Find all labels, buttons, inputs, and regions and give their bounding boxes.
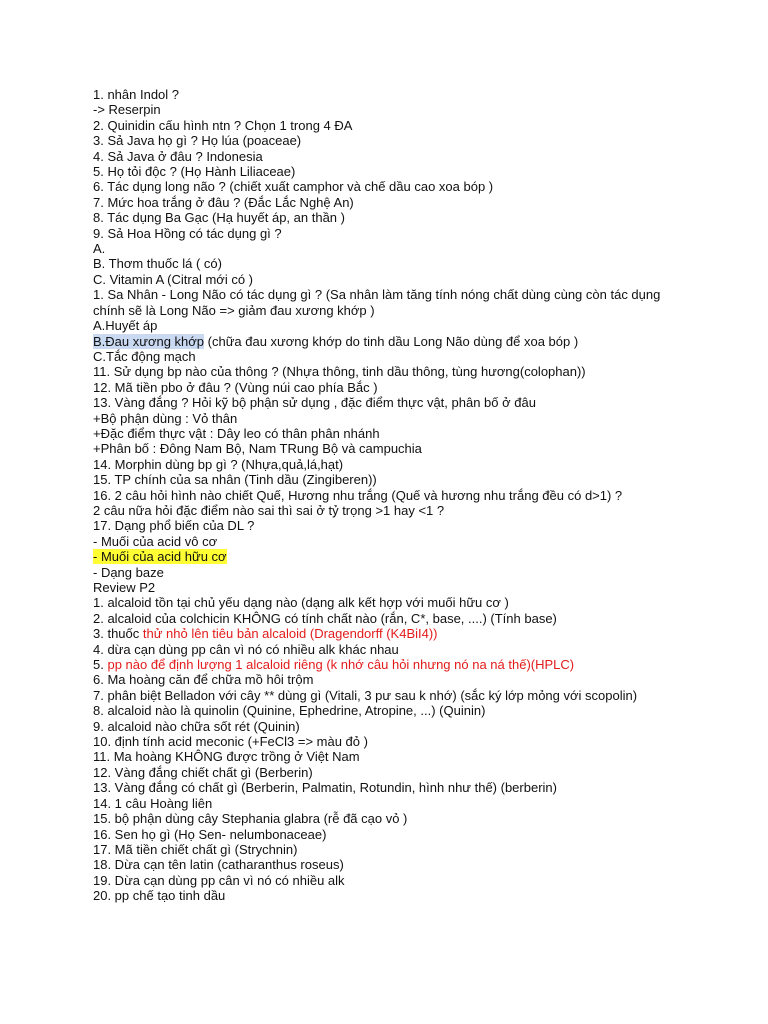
text-line: +Bộ phận dùng : Vỏ thân [93,410,238,426]
text-line: 8. Tác dụng Ba Gạc (Hạ huyết áp, an thần ) [93,210,345,226]
highlighted-text: - Muối của acid hữu cơ [93,549,227,565]
document-body [93,87,693,904]
highlighted-text: B.Đau xương khớp [93,333,205,349]
text-line: +Đặc điểm thực vật : Dây leo có thân phân nhánh [93,425,380,441]
text-line: 17. Mã tiền chiết chất gì (Strychnin) [93,841,298,857]
text-line: 14. Morphin dùng bp gì ? (Nhựa,quả,lá,hạt) [93,456,344,472]
text-line: 1. alcaloid tồn tại chủ yếu dạng nào (dạng alk kết hợp với muối hữu cơ ) [93,595,509,611]
text-line: B. Thơm thuốc lá ( có) [93,256,222,272]
text-line [93,657,693,672]
text-line: A. [93,241,106,257]
text-line: 2. Quinidin cấu hình ntn ? Chọn 1 trong 4 ĐA [93,117,353,133]
text-line: 2. alcaloid của colchicin KHÔNG có tính chất nào (rắn, C*, base, ....) (Tính base) [93,610,557,626]
text-line: -> Reserpin [93,102,161,118]
text-line: 10. định tính acid meconic (+FeCl3 => màu đỏ ) [93,734,368,750]
line-prefix: 5. [93,657,108,673]
text-line: 2 câu nữa hỏi đặc điểm nào sai thì sai ở tỷ trọng >1 hay <1 ? [93,502,445,518]
text-line: 7. phân biệt Belladon với cây ** dùng gì (Vitali, 3 pư sau k nhớ) (sắc ký lớp mỏng với scopolin) [93,687,638,703]
text-line: 15. TP chính của sa nhân (Tinh dầu (Zingiberen)) [93,472,377,488]
text-line: C. Vitamin A (Citral mới có ) [93,271,253,287]
text-line: 3. Sả Java họ gì ? Họ lúa (poaceae) [93,133,302,149]
text-line: 14. 1 câu Hoàng liên [93,795,213,811]
text-line: 13. Vàng đắng có chất gì (Berberin, Palmatin, Rotundin, hình như thế) (berberin) [93,780,557,796]
text-line: 17. Dạng phổ biến của DL ? [93,518,255,534]
text-line: 6. Tác dụng long não ? (chiết xuất camphor và chế dầu cao xoa bóp ) [93,179,494,195]
red-text: pp nào để định lượng 1 alcaloid riêng (k nhớ câu hỏi nhưng nó na ná thế)(HPLC) [107,657,575,673]
text-line: Review P2 [93,580,156,595]
line-text: (chữa đau xương khớp do tinh dầu Long Não dùng để xoa bóp ) [204,333,579,349]
text-line: 8. alcaloid nào là quinolin (Quinine, Ephedrine, Atropine, ...) (Quinin) [93,703,486,719]
text-line: 12. Mã tiền pbo ở đâu ? (Vùng núi cao phía Bắc ) [93,379,378,395]
text-line: 15. bộ phận dùng cây Stephania glabra (rễ đã cạo vỏ ) [93,811,408,827]
text-line: 4. Sả Java ở đâu ? Indonesia [93,148,263,164]
text-line: 13. Vàng đắng ? Hỏi kỹ bộ phận sử dụng , đặc điểm thực vật, phân bố ở đâu [93,395,536,411]
text-line [93,334,693,349]
text-line: 5. Họ tỏi độc ? (Họ Hành Liliaceae) [93,164,296,180]
text-line: 11. Sử dụng bp nào của thông ? (Nhựa thông, tinh dầu thông, tùng hương(colophan)) [93,364,586,380]
text-line: 6. Ma hoàng căn để chữa mồ hôi trộm [93,672,314,688]
text-line: 12. Vàng đắng chiết chất gì (Berberin) [93,764,313,780]
line-prefix: 3. thuốc [93,626,143,642]
text-line: 11. Ma hoàng KHÔNG được trồng ở Việt Nam [93,749,360,765]
text-line: C.Tắc động mạch [93,348,196,364]
text-line: A.Huyết áp [93,318,158,334]
text-line: - Dạng baze [93,564,164,580]
text-line: 19. Dừa cạn dùng pp cân vì nó có nhiều alk [93,872,345,888]
red-text: thử nhỏ lên tiêu bản alcaloid (Dragendorff (K4BiI4)) [142,626,438,642]
text-line: 16. Sen họ gì (Họ Sen- nelumbonaceae) [93,826,327,842]
text-line: 9. Sả Hoa Hồng có tác dụng gì ? [93,225,282,241]
text-line [93,626,693,641]
text-line: 1. nhân Indol ? [93,87,180,102]
text-line: 16. 2 câu hỏi hình nào chiết Quế, Hương nhu trắng (Quế và hương nhu trắng đều có d>1) ? [93,487,623,503]
text-line: 7. Mức hoa trắng ở đâu ? (Đắc Lắc Nghệ An) [93,194,354,210]
text-line: 20. pp chế tạo tinh dầu [93,888,226,904]
text-line: 1. Sa Nhân - Long Não có tác dụng gì ? (Sa nhân làm tăng tính nóng chất dùng cùng còn tác dụng chính sẽ là Long Não => giảm đau xương khớp ) [93,287,661,318]
text-line: 18. Dừa cạn tên latin (catharanthus roseus) [93,857,344,873]
text-line: 9. alcaloid nào chữa sốt rét (Quinin) [93,718,300,734]
text-line: +Phân bố : Đông Nam Bộ, Nam TRung Bộ và campuchia [93,441,422,457]
text-line: - Muối của acid vô cơ [93,533,218,549]
text-line [93,549,693,564]
text-line: 4. dừa cạn dùng pp cân vì nó có nhiều alk khác nhau [93,641,399,657]
